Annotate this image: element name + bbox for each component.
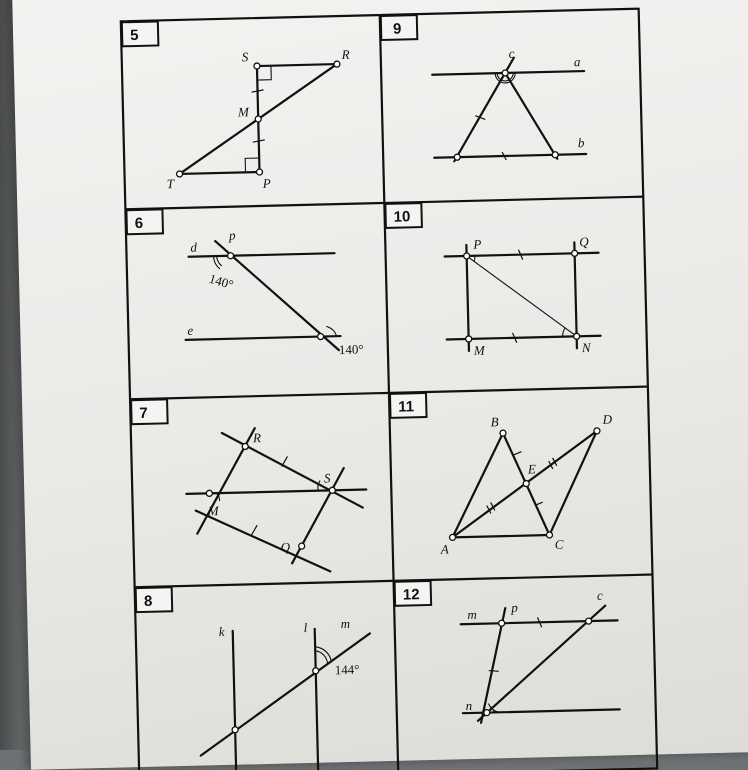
point-label: M <box>237 104 250 120</box>
task-number: 7 <box>139 404 148 423</box>
task-number: 9 <box>392 20 402 38</box>
line-label: b <box>577 135 585 151</box>
worksheet-page <box>12 0 748 770</box>
task-6 <box>126 205 363 363</box>
line-label: e <box>187 322 194 338</box>
task-number: 5 <box>129 26 139 45</box>
task-9 <box>381 11 587 163</box>
point-label: P <box>473 236 482 252</box>
line-label: l <box>303 619 308 636</box>
point-label: P <box>262 175 271 191</box>
table-grid <box>121 9 657 770</box>
task-number-box <box>131 399 168 424</box>
line-label: m <box>340 615 351 632</box>
line-label: p <box>511 599 518 615</box>
task-number: 12 <box>402 586 420 604</box>
task-number-box <box>126 209 163 234</box>
point-label: M <box>473 342 485 358</box>
task-8 <box>136 582 374 770</box>
line-label: c <box>596 587 603 603</box>
point-label: Q <box>280 539 291 555</box>
point-label: D <box>602 411 613 427</box>
point-label: T <box>166 176 175 192</box>
task-number: 6 <box>134 214 144 233</box>
angle-label: 140° <box>338 341 364 358</box>
task-7 <box>131 395 368 577</box>
point-label: Q <box>579 233 589 250</box>
line-label: d <box>190 239 198 255</box>
task-number-box <box>122 21 159 46</box>
line-label: p <box>228 227 236 243</box>
point-label: A <box>440 541 449 557</box>
point-label: C <box>554 536 564 552</box>
angle-label: 144° <box>334 661 360 678</box>
point-label: R <box>252 430 262 446</box>
task-number: 10 <box>393 208 411 226</box>
task-12 <box>395 576 620 724</box>
geometry-tasks-table <box>12 0 748 770</box>
line-label: n <box>465 697 473 714</box>
task-number: 8 <box>143 592 153 610</box>
line-label: a <box>573 54 581 70</box>
line-label: k <box>218 624 225 640</box>
angle-label: 140° <box>207 270 236 293</box>
point-label: R <box>341 46 350 62</box>
task-number-box <box>136 587 173 612</box>
point-label: N <box>581 339 591 356</box>
task-number: 11 <box>398 398 415 416</box>
line-label: m <box>467 606 477 623</box>
point-label: E <box>527 461 536 477</box>
point-label: M <box>207 503 219 519</box>
point-label: B <box>490 414 499 430</box>
task-11 <box>390 388 616 557</box>
point-label: S <box>323 470 331 486</box>
task-10 <box>385 199 601 360</box>
line-label: c <box>508 45 515 61</box>
task-5 <box>122 17 353 194</box>
point-label: S <box>241 49 249 65</box>
